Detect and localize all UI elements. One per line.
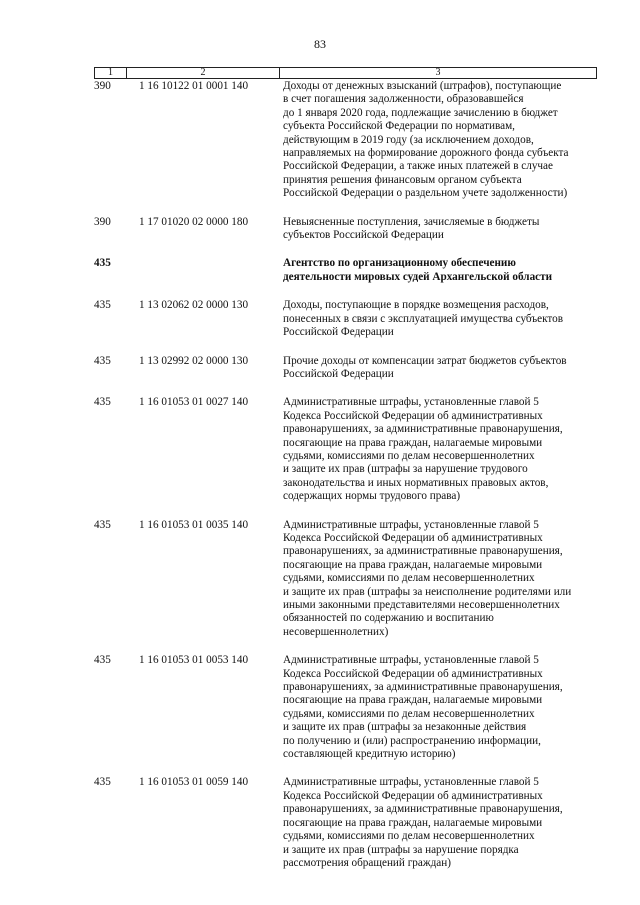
income-description-cell: Доходы от денежных взысканий (штрафов), поступающие в счет погашения задолженности, образовавшейся до 1 января 2020 года, подлежащие зачислению в бюджет субъекта Российской Федерации по нормативам, действующим в 2019 году (за исключением доходов, направляемых на формирование дорожного фонда субъекта Российской Федерации, а также иных платежей в случае принятия решения финансовым органом субъекта Российской Федерации о раздельном учете задолженности) bbox=[283, 80, 569, 200]
header-col-2: 2 bbox=[127, 68, 280, 78]
budget-classification-code-cell: 1 17 01020 02 0000 180 bbox=[139, 215, 249, 228]
budget-classification-code-cell: 1 16 10122 01 0001 140 bbox=[139, 80, 249, 92]
admin-code-cell: 390 bbox=[94, 215, 111, 228]
page-number: 83 bbox=[314, 37, 326, 51]
admin-code-cell: 390 bbox=[94, 80, 111, 92]
header-col-3: 3 bbox=[435, 67, 441, 78]
table-header-row bbox=[94, 67, 597, 79]
admin-code-cell: 435 bbox=[94, 654, 111, 667]
budget-classification-code-cell: 1 13 02062 02 0000 130 bbox=[139, 299, 249, 312]
budget-classification-code-cell bbox=[126, 257, 279, 284]
income-description-cell: Административные штрафы, установленные главой 5 Кодекса Российской Федерации об административных правонарушениях, за административные правонарушения, посягающие на права граждан, налагаемые мировыми судьями, комиссиями по делам несовершеннолетних и защите их прав (штрафы за незаконные действия по получению и (или) распространению информации, составляющей кредитную историю) bbox=[283, 654, 563, 761]
table-row bbox=[94, 299, 597, 339]
budget-classification-code-cell: 1 16 01053 01 0035 140 bbox=[139, 518, 249, 531]
budget-classification-code-cell: 1 16 01053 01 0027 140 bbox=[139, 396, 249, 409]
income-description-cell: Прочие доходы от компенсации затрат бюджетов субъектов Российской Федерации bbox=[283, 354, 567, 380]
income-description-cell: Агентство по организационному обеспечению деятельности мировых судей Архангельской области bbox=[283, 257, 553, 283]
header-col-1: 1 bbox=[95, 68, 127, 78]
income-description-cell: Невыясненные поступления, зачисляемые в бюджеты субъектов Российской Федерации bbox=[283, 215, 540, 242]
income-description-cell: Административные штрафы, установленные главой 5 Кодекса Российской Федерации об административных правонарушениях, за административные правонарушения, посягающие на права граждан, налагаемые мировыми судьями, комиссиями по делам несовершеннолетних и защите их прав (штрафы за нарушение трудового законодательства и иных нормативных правовых актов, содержащих нормы трудового права) bbox=[283, 396, 563, 503]
table-row bbox=[94, 396, 597, 503]
table-row bbox=[94, 257, 597, 284]
table-row bbox=[94, 216, 597, 243]
admin-code-cell: 435 bbox=[94, 396, 111, 409]
table-row bbox=[94, 355, 597, 382]
income-description-cell: Административные штрафы, установленные главой 5 Кодекса Российской Федерации об административных правонарушениях, за административные правонарушения, посягающие на права граждан, налагаемые мировыми судьями, комиссиями по делам несовершеннолетних и защите их прав (штрафы за нарушение порядка рассмотрения обращений граждан) bbox=[283, 776, 563, 869]
table-row bbox=[94, 776, 597, 870]
table-body bbox=[94, 80, 597, 885]
table-row bbox=[94, 80, 597, 201]
budget-classification-code-cell: 1 16 01053 01 0053 140 bbox=[139, 654, 249, 667]
admin-code-cell: 435 bbox=[94, 354, 111, 367]
table-row bbox=[94, 654, 597, 761]
budget-classification-code-cell: 1 16 01053 01 0059 140 bbox=[139, 776, 249, 789]
budget-classification-code-cell: 1 13 02992 02 0000 130 bbox=[139, 354, 249, 367]
admin-code-cell: 435 bbox=[94, 776, 111, 789]
table-row bbox=[94, 519, 597, 640]
income-description-cell: Административные штрафы, установленные главой 5 Кодекса Российской Федерации об административных правонарушениях, за административные правонарушения, посягающие на права граждан, налагаемые мировыми судьями, комиссиями по делам несовершеннолетних и защите их прав (штрафы за неисполнение родителями или иными законными представителями несовершеннолетних обязанностей по содержанию и воспитанию несовершеннолетних) bbox=[283, 518, 572, 638]
admin-code-cell: 435 bbox=[94, 257, 111, 270]
admin-code-cell: 435 bbox=[94, 518, 111, 531]
admin-code-cell: 435 bbox=[94, 299, 111, 312]
income-description-cell: Доходы, поступающие в порядке возмещения расходов, понесенных в связи с эксплуатацией имущества субъектов Российской Федерации bbox=[283, 299, 563, 339]
